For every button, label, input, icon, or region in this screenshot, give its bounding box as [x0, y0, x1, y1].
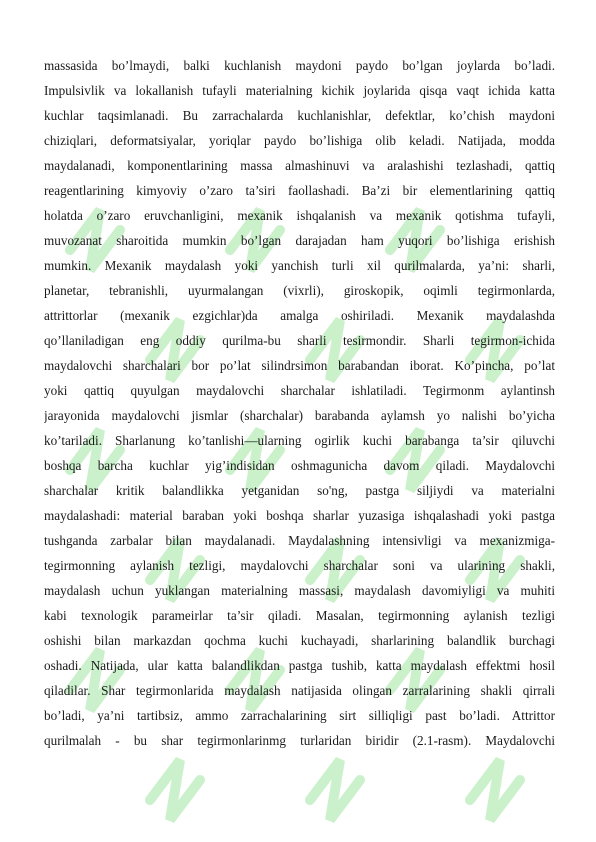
- text-line: maydalashadi: material baraban yoki boshqa sharlar yuzasiga ishqalashadi yoki pastga: [44, 508, 555, 523]
- text-line: maydalash uchun yuklangan materialning massasi, maydalash davomiyligi va muhiti: [44, 583, 555, 598]
- text-line: holatda o’zaro eruvchanligini, mexanik ishqalanish va mexanik qotishma tufayli,: [44, 208, 555, 223]
- body-text: [44, 53, 555, 753]
- text-line: attrittorlar (mexanik ezgichlar)da amalga oshiriladi. Mexanik maydalashda: [44, 308, 555, 323]
- text-line: maydalovchi sharchalari bor po’lat silindrsimon barabandan iborat. Ko’pincha, po’lat: [44, 358, 555, 373]
- text-line: Impulsivlik va lokallanish tufayli materialning kichik joylarida qisqa vaqt ichida katta: [44, 83, 555, 98]
- watermark-mark: [470, 760, 520, 820]
- text-line: oshishi bilan markazdan qochma kuchi kuchayadi, sharlarining balandlik burchagi: [44, 633, 555, 648]
- text-line: chiziqlari, deformatsiyalar, yoriqlar paydo bo’lishiga olib keladi. Natijada, modda: [44, 133, 555, 148]
- text-line: qo’llaniladigan eng oddiy qurilma-bu sharli tesirmondir. Sharli tegirmon-ichida: [44, 333, 555, 348]
- text-line: bo’ladi, ya’ni tartibsiz, ammo zarrachalarining sirt silliqligi past bo’ladi. Attrittor: [44, 708, 555, 723]
- text-line: reagentlarining kimyoviy o’zaro ta’siri faollashadi. Ba’zi bir elementlarining qattiq: [44, 183, 555, 198]
- text-line: muvozanat sharoitida mumkin bo’lgan darajadan ham yuqori bo’lishiga erishish: [44, 233, 555, 248]
- text-line: ko’tariladi. Sharlanung ko’tanlishi—ularning ogirlik kuchi barabanga ta’sir qiluvchi: [44, 433, 555, 448]
- text-line: boshqa barcha kuchlar yig’indisidan oshmagunicha davom qiladi. Maydalovchi: [44, 458, 555, 473]
- watermark-mark: [310, 760, 360, 820]
- text-line: jarayonida maydalovchi jismlar (sharchalar) barabanda aylamsh yo nalishi bo’yicha: [44, 408, 555, 423]
- text-line: massasida bo’lmaydi, balki kuchlanish maydoni paydo bo’lgan joylarda bo’ladi.: [44, 58, 555, 73]
- text-line: mumkin. Mexanik maydalash yoki yanchish turli xil qurilmalarda, ya’ni: sharli,: [44, 258, 555, 273]
- text-line: tegirmonning aylanish tezligi, maydalovchi sharchalar soni va ularining shakli,: [44, 558, 555, 573]
- text-line: qurilmalah - bu shar tegirmonlarinmg turlaridan biridir (2.1-rasm). Maydalovchi: [44, 733, 555, 748]
- watermark-mark: [150, 760, 200, 820]
- text-line: sharchalar kritik balandlikka yetganidan so'ng, pastga siljiydi va materialni: [44, 483, 555, 498]
- text-line: kabi texnologik parameirlar ta’sir qiladi. Masalan, tegirmonning aylanish tezligi: [44, 608, 555, 623]
- text-line: qiladilar. Shar tegirmonlarida maydalash natijasida olingan zarralarining shakli qirrali: [44, 683, 555, 698]
- text-line: oshadi. Natijada, ular katta balandlikdan pastga tushib, katta maydalash effektmi hosil: [44, 658, 555, 673]
- text-line: kuchlar taqsimlanadi. Bu zarrachalarda kuchlanishlar, defektlar, ko’chish maydoni: [44, 108, 555, 123]
- text-line: planetar, tebranishli, uyurmalangan (vixrli), giroskopik, oqimli tegirmonlarda,: [44, 283, 555, 298]
- text-line: yoki qattiq quyulgan maydalovchi sharchalar ishlatiladi. Tegirmonm aylantinsh: [44, 383, 555, 398]
- text-line: tushganda zarbalar bilan maydalanadi. Maydalashning intensivligi va mexanizmiga-: [44, 533, 555, 548]
- text-line: maydalanadi, komponentlarining massa almashinuvi va aralashishi tezlashadi, qattiq: [44, 158, 555, 173]
